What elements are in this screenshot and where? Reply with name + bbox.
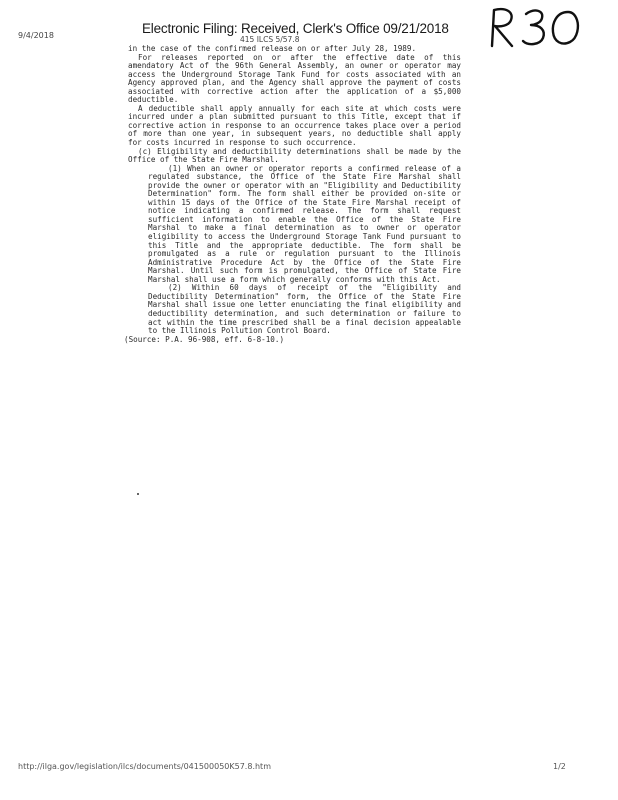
paragraph-c-2: (2) Within 60 days of receipt of the "Eligibility and Deductibility Determination" form, the Office of the State Fire Marshal shall issue one letter enunciating the final eligibility and deductibility determination, and such determination or failure to act within the time prescribed shall be a final decision appealable to the Illinois Pollution Control Board. <box>148 283 461 336</box>
paragraph-continuation: in the case of the confirmed release on or after July 28, 1989. <box>128 44 417 53</box>
paragraph-c-1: (1) When an owner or operator reports a confirmed release of a regulated substance, the Office of the State Fire Marshal shall provide the owner or operator with an "Eligibility and Deductibility Determination" form. The form shall either be provided on-site or within 15 days of the Office of the State Fire Marshal receipt of notice indicating a confirmed release. The form shall request sufficient information to enable the Office of the State Fire Marshal to make a final determination as to owner or operator eligibility to access the Underground Storage Tank Fund pursuant to this Title and the appropriate deductible. The form shall be promulgated as a rule or regulation pursuant to the Illinois Administrative Procedure Act by the Office of the State Fire Marshal. Until such form is promulgated, the Office of State Fire Marshal shall use a form which generally conforms with this Act. <box>148 163 461 284</box>
footer-page-number: 1/2 <box>553 762 566 771</box>
footer-url: http://ilga.gov/legislation/ilcs/documents/041500050K57.8.htm <box>18 762 271 771</box>
print-date: 9/4/2018 <box>18 31 54 40</box>
scan-speck <box>137 493 139 495</box>
document-number: 415 ILCS 5/57.8 <box>240 35 300 44</box>
source-note: (Source: P.A. 96-908, eff. 6-8-10.) <box>124 334 285 344</box>
paragraph-subsection-c: (c) Eligibility and deductibility determinations shall be made by the Office of the State Fire Marshal. <box>128 146 461 165</box>
paragraph-releases-96th-ga: For releases reported on or after the effective date of this amendatory Act of the 96th General Assembly, an owner or operator may access the Underground Storage Tank Fund for costs associated with an Agency approved plan, and the Agency shall approve the payment of costs associated with corrective action after the application of a $5,000 deductible. <box>128 52 461 105</box>
exhibit-label-handwritten <box>486 4 590 50</box>
statute-text <box>124 44 461 344</box>
filing-stamp: Electronic Filing: Received, Clerk's Office 09/21/2018 <box>142 21 449 36</box>
paragraph-deductible-annual: A deductible shall apply annually for each site at which costs were incurred under a plan submitted pursuant to this Title, except that if corrective action in response to an occurrence takes place over a period of more than one year, in subsequent years, no deductible shall apply for costs incurred in response to such occurrence. <box>128 103 461 148</box>
